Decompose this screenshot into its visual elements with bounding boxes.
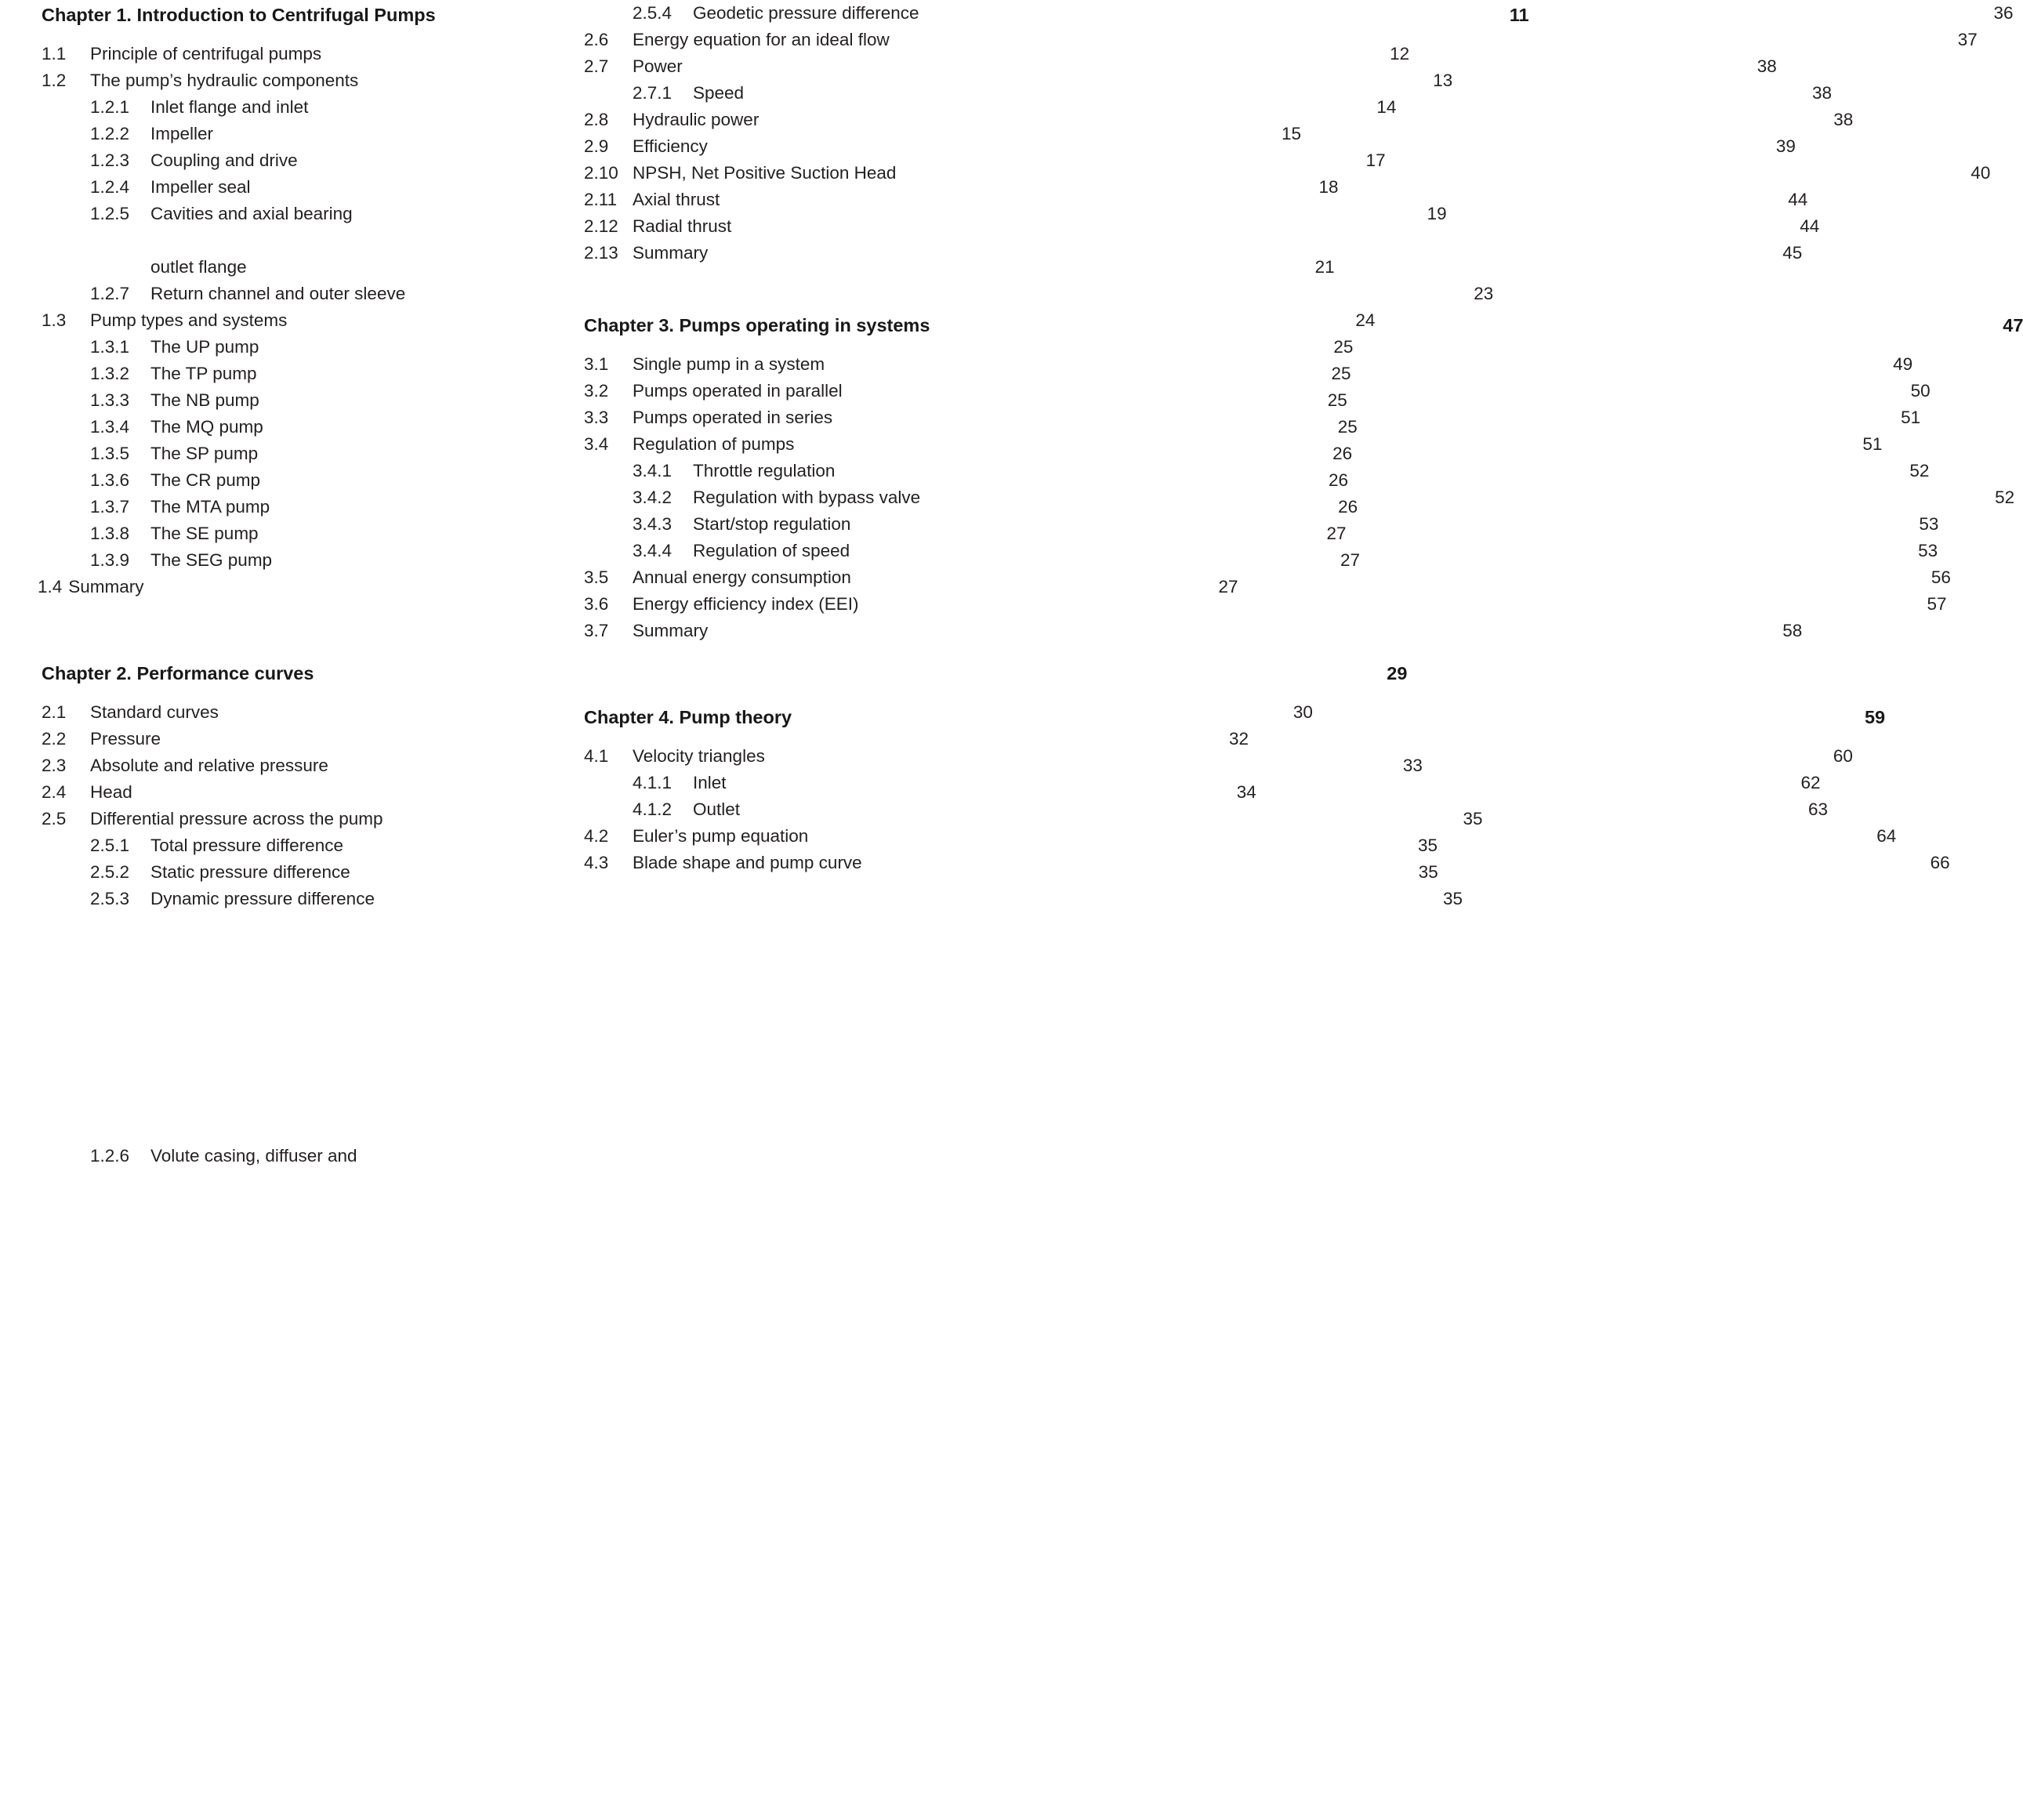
toc-entry-page-number: 52 [1909, 461, 1930, 480]
toc-entry-title: The SE pump [150, 524, 259, 543]
vertical-spacer [36, 30, 500, 41]
toc-entry-number: 2.9 [584, 136, 609, 156]
toc-entry-page-number: 33 [1402, 756, 1423, 775]
toc-entry-page-number: 63 [1808, 799, 1829, 819]
toc-entry-title: Summary [68, 577, 144, 596]
toc-entry-number: 1.3 [42, 310, 67, 330]
toc-entry-number: 1.2 [42, 71, 67, 90]
toc-entry-page-number: 64 [1876, 826, 1897, 846]
toc-entry-number: 1.2.1 [90, 97, 130, 117]
toc-entry-number: 4.2 [584, 826, 609, 846]
toc-entry-number: 2.2 [42, 729, 67, 749]
toc-entry-row[interactable] [578, 618, 1803, 644]
toc-entry-number: 1.2.5 [90, 204, 130, 223]
toc-entry-number: 3.4.3 [633, 514, 673, 534]
toc-entry-page-number: 56 [1931, 567, 1951, 587]
chapter-page-number: 11 [1509, 5, 1529, 25]
toc-entry-title: Summary [633, 243, 709, 263]
toc-entry-page-number: 24 [1355, 310, 1376, 330]
toc-entry-number: 2.5.4 [633, 3, 673, 23]
toc-entry-page-number: 44 [1800, 216, 1820, 236]
toc-entry-title: NPSH, Net Positive Suction Head [633, 163, 897, 183]
toc-entry-page-number: 62 [1800, 773, 1821, 792]
toc-entry-title: outlet flange [150, 257, 247, 277]
toc-entry-page-number: 19 [1427, 204, 1447, 223]
toc-entry-number: 1.2.3 [90, 150, 130, 170]
chapter-title: Chapter 3. Pumps operating in systems [584, 315, 930, 335]
toc-entry-title: Inlet flange and inlet [150, 97, 309, 117]
toc-entry-number: 3.6 [584, 594, 609, 614]
toc-entry-title: Energy equation for an ideal flow [633, 30, 890, 49]
toc-entry-page-number: 38 [1833, 110, 1854, 129]
toc-entry-page-number: 40 [1970, 163, 1991, 183]
toc-entry-title: Single pump in a system [633, 354, 825, 374]
toc-entry-title: Pumps operated in parallel [633, 381, 843, 401]
toc-entry-page-number: 35 [1418, 862, 1438, 882]
toc-entry-page-number: 21 [1314, 257, 1335, 277]
toc-entry-title: Principle of centrifugal pumps [90, 44, 322, 63]
toc-entry-page-number: 25 [1327, 390, 1347, 410]
toc-entry-page-number: 38 [1812, 83, 1833, 103]
toc-entry-number: 4.1.2 [633, 799, 673, 819]
toc-entry-number: 2.7.1 [633, 83, 673, 103]
toc-entry-page-number: 38 [1757, 56, 1777, 76]
toc-entry-title: The NB pump [150, 390, 259, 410]
toc-entry-page-number: 26 [1329, 470, 1349, 490]
toc-entry-page-number: 39 [1775, 136, 1796, 156]
toc-entry-page-number: 25 [1333, 337, 1354, 357]
toc-entry-title: Pumps operated in series [633, 408, 833, 427]
toc-entry-title: Cavities and axial bearing [150, 204, 353, 223]
toc-entry-page-number: 35 [1463, 809, 1483, 828]
toc-entry-title: Differential pressure across the pump [90, 809, 383, 828]
toc-entry-page-number: 14 [1376, 97, 1397, 117]
toc-entry-title: Velocity triangles [633, 746, 765, 766]
toc-entry-title: The TP pump [150, 364, 257, 383]
toc-entry-title: Coupling and drive [150, 150, 298, 170]
toc-entry-number: 2.6 [584, 30, 609, 49]
toc-entry-number: 1.2.6 [90, 1146, 130, 1166]
toc-entry-number: 1.2.4 [90, 177, 130, 197]
toc-entry-page-number: 13 [1433, 71, 1453, 90]
toc-entry-page-number: 27 [1218, 577, 1238, 596]
toc-entry-row[interactable] [36, 726, 1249, 752]
toc-entry-row[interactable] [578, 27, 1978, 53]
toc-entry-title: The MTA pump [150, 497, 270, 517]
toc-entry-page-number: 26 [1332, 444, 1353, 463]
chapter-page-number: 47 [2003, 315, 2023, 335]
toc-entry-number: 3.4.1 [633, 461, 673, 480]
toc-entry-title: Summary [633, 621, 709, 640]
toc-entry-page-number: 58 [1782, 621, 1803, 640]
toc-entry-page-number: 15 [1282, 124, 1302, 143]
toc-entry-number: 1.2.2 [90, 124, 130, 143]
toc-entry-title: Absolute and relative pressure [90, 756, 328, 775]
toc-entry-number: 2.3 [42, 756, 67, 775]
toc-entry-page-number: 37 [1957, 30, 1978, 49]
toc-entry-row[interactable] [578, 240, 1803, 266]
toc-entry-number: 1.3.3 [90, 390, 130, 410]
toc-entry-title: Blade shape and pump curve [633, 853, 862, 872]
toc-entry-title: The UP pump [150, 337, 259, 357]
toc-entry-title: Regulation of speed [693, 541, 850, 560]
toc-entry-title: Axial thrust [633, 190, 720, 209]
toc-entry-page-number: 30 [1292, 702, 1313, 722]
toc-entry-number: 2.13 [584, 243, 618, 263]
toc-entry-page-number: 17 [1365, 150, 1386, 170]
toc-entry-title: Efficiency [633, 136, 708, 156]
toc-entry-number: 1.3.7 [90, 497, 130, 517]
toc-entry-page-number: 49 [1893, 354, 1913, 374]
toc-entry-page-number: 44 [1788, 190, 1808, 209]
toc-entry-title: The MQ pump [150, 417, 263, 437]
toc-entry-title: The CR pump [150, 470, 261, 490]
toc-entry-continuation-row[interactable] [36, 254, 1335, 281]
toc-entry-page-number: 52 [1995, 488, 2015, 507]
toc-entry-number: 1.2.7 [90, 284, 130, 303]
toc-entry-number: 4.1.1 [633, 773, 673, 792]
toc-entry-number: 1.3.6 [90, 470, 130, 490]
toc-entry-number: 1.4 [38, 577, 63, 596]
toc-entry-title: Volute casing, diffuser and [150, 1146, 357, 1166]
toc-entry-title: Start/stop regulation [693, 514, 851, 534]
toc-entry-page-number: 60 [1833, 746, 1853, 766]
toc-entry-page-number: 27 [1340, 550, 1361, 570]
chapter-page-number: 29 [1387, 663, 1408, 683]
toc-entry-page-number: 53 [1919, 514, 1939, 534]
toc-entry-number: 2.8 [584, 110, 609, 129]
toc-entry-title: Speed [693, 83, 745, 103]
toc-entry-page-number: 27 [1326, 524, 1347, 543]
toc-entry-title: Regulation of pumps [633, 434, 795, 454]
toc-entry-title: Energy efficiency index (EEI) [633, 594, 859, 614]
toc-entry-number: 2.5.3 [90, 889, 130, 908]
toc-entry-number: 4.3 [584, 853, 609, 872]
toc-entry-title: Head [90, 782, 132, 802]
toc-entry-title: Geodetic pressure difference [693, 3, 919, 23]
toc-entry-number: 2.12 [584, 216, 618, 236]
toc-entry-number: 2.1 [42, 702, 67, 722]
chapter-title: Chapter 2. Performance curves [42, 663, 314, 683]
toc-entry-page-number: 32 [1229, 729, 1249, 749]
toc-entry-page-number: 12 [1390, 44, 1410, 63]
toc-entry-title: Annual energy consumption [633, 567, 851, 587]
toc-entry-number: 3.2 [584, 381, 609, 401]
toc-entry-page-number: 45 [1782, 243, 1803, 263]
toc-entry-page-number: 35 [1417, 836, 1437, 855]
toc-entry-title: Outlet [693, 799, 741, 819]
toc-entry-number: 2.5.2 [90, 862, 130, 882]
toc-entry-page-number: 34 [1236, 782, 1256, 802]
toc-entry-page-number: 51 [1862, 434, 1883, 454]
toc-entry-title: Impeller [150, 124, 214, 143]
toc-entry-title: Standard curves [90, 702, 219, 722]
toc-entry-row[interactable] [36, 334, 1354, 361]
toc-entry-number: 3.7 [584, 621, 609, 640]
toc-entry-title: Impeller seal [150, 177, 251, 197]
toc-entry-number: 3.4 [584, 434, 609, 454]
toc-entry-page-number: 50 [1910, 381, 1931, 401]
toc-entry-page-number: 53 [1918, 541, 1938, 560]
toc-entry-number: 2.7 [584, 56, 609, 76]
toc-entry-page-number: 66 [1930, 853, 1950, 872]
toc-entry-title: Throttle regulation [693, 461, 836, 480]
toc-entry-title: Power [633, 56, 683, 76]
toc-entry-number: 1.3.5 [90, 444, 130, 463]
toc-entry-page-number: 23 [1474, 284, 1494, 303]
toc-entry-page-number: 51 [1901, 408, 1921, 427]
toc-entry-title: Euler’s pump equation [633, 826, 809, 846]
toc-entry-title: Regulation with bypass valve [693, 488, 921, 507]
toc-entry-number: 3.1 [584, 354, 609, 374]
toc-entry-page-number: 57 [1927, 594, 1947, 614]
toc-entry-title: The pump’s hydraulic components [90, 71, 359, 90]
toc-entry-number: 1.3.1 [90, 337, 130, 357]
toc-entry-title: Inlet [693, 773, 727, 792]
toc-entry-number: 3.3 [584, 408, 609, 427]
toc-entry-number: 2.11 [584, 190, 618, 209]
toc-entry-title: The SEG pump [150, 550, 273, 570]
toc-entry-title: Return channel and outer sleeve [150, 284, 406, 303]
toc-entry-number: 3.5 [584, 567, 609, 587]
toc-entry-title: Static pressure difference [150, 862, 350, 882]
toc-entry-number: 3.4.4 [633, 541, 673, 560]
toc-entry-page-number: 25 [1337, 417, 1358, 437]
toc-entry-number: 1.1 [42, 44, 67, 63]
toc-entry-title: Dynamic pressure difference [150, 889, 375, 908]
toc-entry-page-number: 26 [1338, 497, 1358, 517]
toc-entry-title: Hydraulic power [633, 110, 760, 129]
toc-entry-title: Pressure [90, 729, 161, 749]
toc-entry-number: 1.3.4 [90, 417, 130, 437]
toc-entry-number: 1.3.8 [90, 524, 130, 543]
toc-entry-number: 4.1 [584, 746, 609, 766]
toc-entry-number: 2.4 [42, 782, 67, 802]
toc-entry-page-number: 35 [1442, 889, 1463, 908]
toc-entry-number: 1.3.9 [90, 550, 130, 570]
toc-entry-number: 2.10 [584, 163, 618, 183]
toc-entry-number: 2.5.1 [90, 836, 130, 855]
toc-entry-page-number: 25 [1331, 364, 1351, 383]
chapter-page-number: 59 [1864, 707, 1886, 727]
toc-entry-title: Total pressure difference [150, 836, 343, 855]
toc-entry-page-number: 36 [1993, 3, 2014, 23]
toc-entry-page-number: 18 [1318, 177, 1339, 197]
toc-entry-title: Pump types and systems [90, 310, 288, 330]
toc-entry-title: Radial thrust [633, 216, 732, 236]
toc-entry-title: The SP pump [150, 444, 259, 463]
chapter-title: Chapter 4. Pump theory [584, 707, 792, 727]
toc-entry-number: 1.3.2 [90, 364, 130, 383]
toc-entry-number: 3.4.2 [633, 488, 673, 507]
chapter-title: Chapter 1. Introduction to Centrifugal Pumps [42, 5, 436, 25]
toc-entry-number: 2.5 [42, 809, 67, 828]
